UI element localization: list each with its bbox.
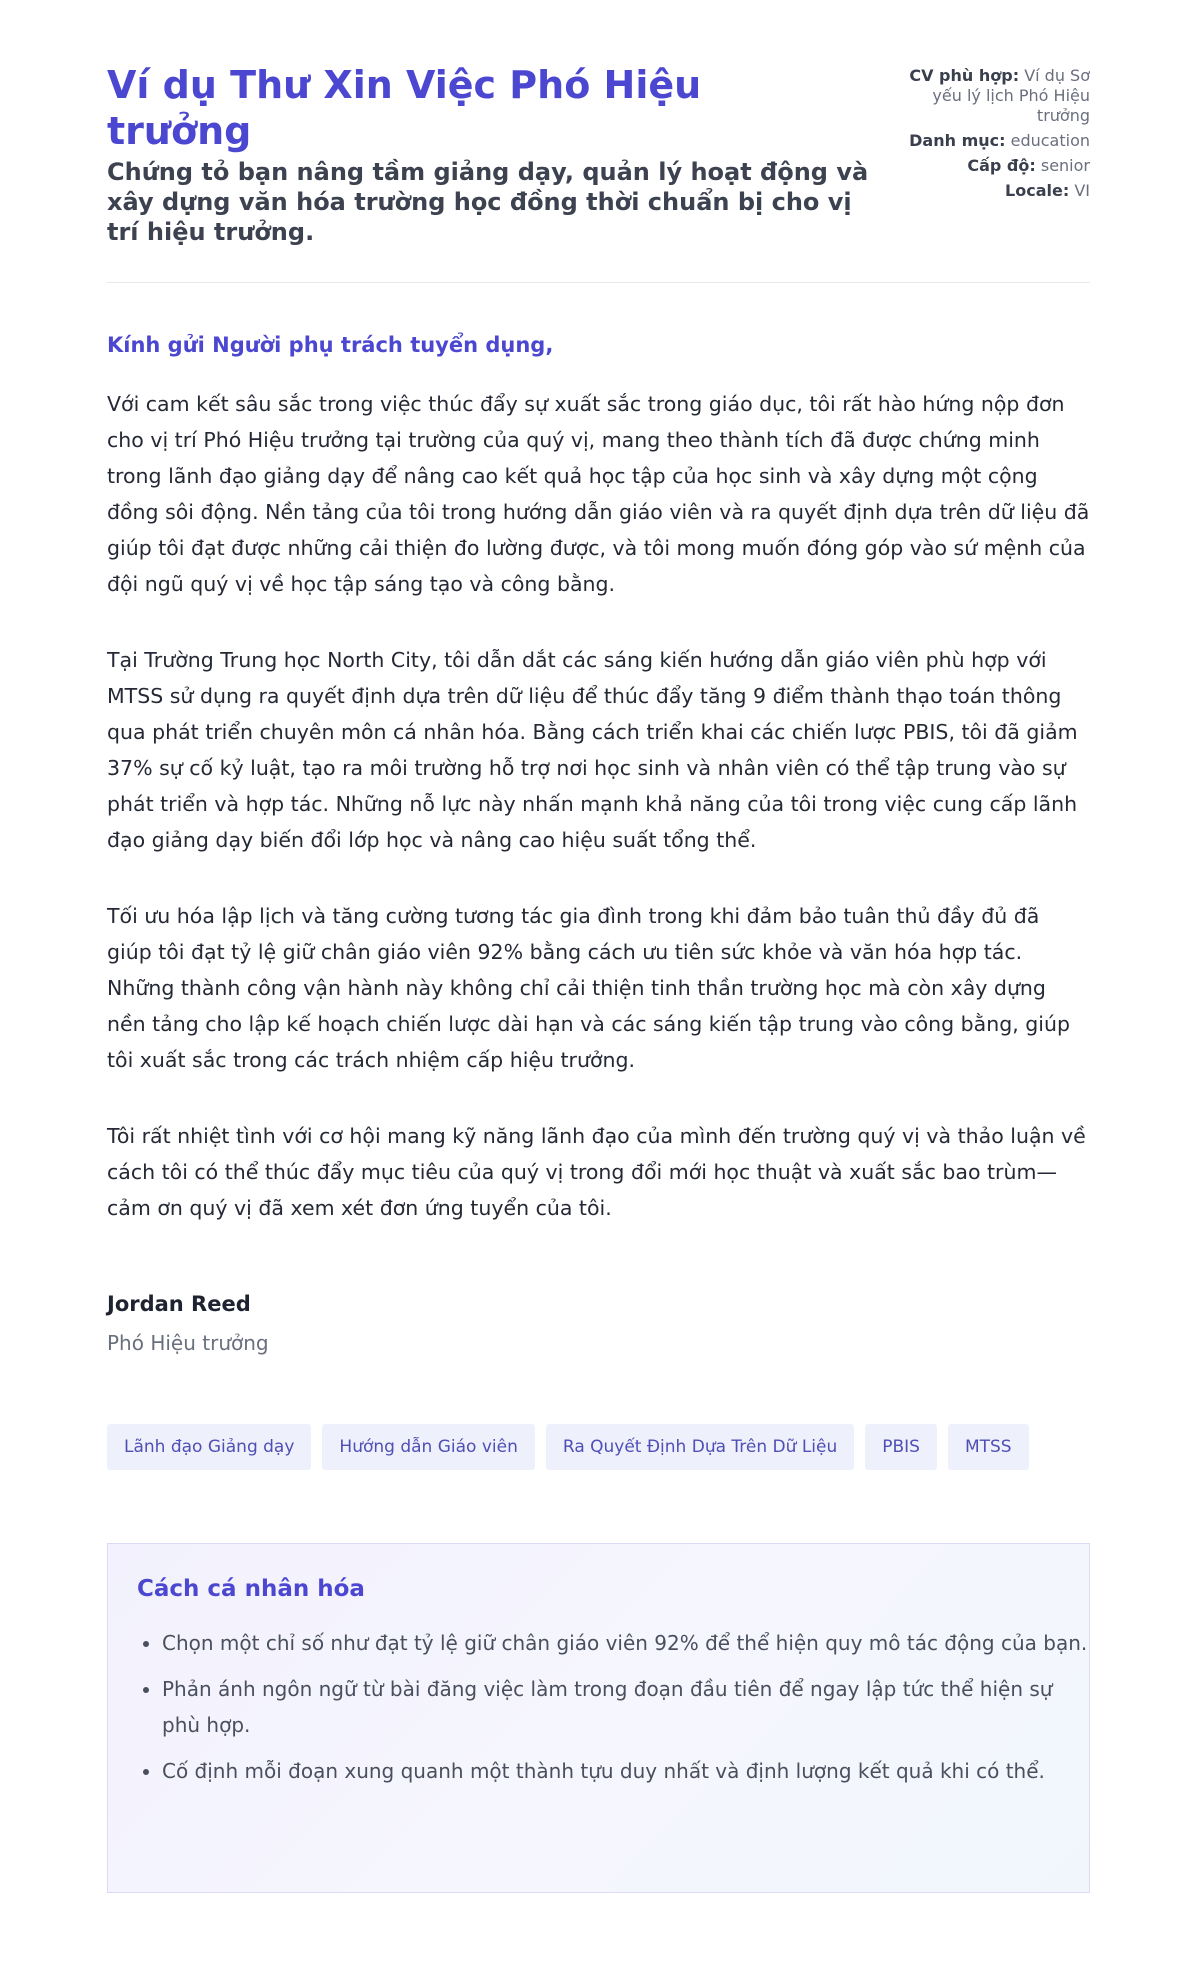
metadata-panel <box>890 66 1090 206</box>
signature-name: Jordan Reed <box>107 1292 251 1316</box>
tips-title: Cách cá nhân hóa <box>137 1576 365 1602</box>
letter-paragraph: Với cam kết sâu sắc trong việc thúc đẩy sự xuất sắc trong giáo dục, tôi rất hào hứng nộp đơn cho vị trí Phó Hiệu trưởng tại trường của quý vị, mang theo thành tích đã được chứng minh trong lãnh đạo giảng dạy để nâng cao kết quả học tập của học sinh và xây dựng một cộng đồng sôi động. Nền tảng của tôi trong hướng dẫn giáo viên và ra quyết định dựa trên dữ liệu đã giúp tôi đạt được những cải thiện đo lường được, và tôi mong muốn đóng góp vào sứ mệnh của đội ngũ quý vị về học tập sáng tạo và công bằng. <box>107 392 1090 596</box>
skill-tag: Ra Quyết Định Dựa Trên Dữ Liệu <box>546 1424 854 1470</box>
page-title: Ví dụ Thư Xin Việc Phó Hiệu trưởng <box>107 63 702 153</box>
letter-paragraph: Tại Trường Trung học North City, tôi dẫn dắt các sáng kiến hướng dẫn giáo viên phù hợp với MTSS sử dụng ra quyết định dựa trên dữ liệu để thúc đẩy tăng 9 điểm thành thạo toán thông qua phát triển chuyên môn cá nhân hóa. Bằng cách triển khai các chiến lược PBIS, tôi đã giảm 37% sự cố kỷ luật, tạo ra môi trường hỗ trợ nơi học sinh và nhân viên có thể tập trung vào sự phát triển và hợp tác. Những nỗ lực này nhấn mạnh khả năng của tôi trong việc cung cấp lãnh đạo giảng dạy biến đổi lớp học và nâng cao hiệu suất tổng thể. <box>107 648 1078 852</box>
tip-item: • Cố định mỗi đoạn xung quanh một thành tựu duy nhất và định lượng kết quả khi có thể. <box>162 1753 1092 1789</box>
meta-locale-label: Locale: <box>1005 181 1070 200</box>
meta-cv-value: Ví dụ Sơ yếu lý lịch Phó Hiệu trưởng <box>932 66 1090 125</box>
meta-cv-label: CV phù hợp: <box>909 66 1020 85</box>
meta-level <box>890 156 1090 176</box>
meta-cv <box>890 66 1090 126</box>
signature-title: Phó Hiệu trưởng <box>107 1331 269 1355</box>
signature-block <box>107 1289 269 1357</box>
page-subtitle: Chứng tỏ bạn nâng tầm giảng dạy, quản lý hoạt động và xây dựng văn hóa trường học đồng thời chuẩn bị cho vị trí hiệu trưởng. <box>107 158 869 246</box>
letter-paragraph: Tối ưu hóa lập lịch và tăng cường tương tác gia đình trong khi đảm bảo tuân thủ đầy đủ đã giúp tôi đạt tỷ lệ giữ chân giáo viên 92% bằng cách ưu tiên sức khỏe và văn hóa hợp tác. Những thành công vận hành này không chỉ cải thiện tinh thần trường học mà còn xây dựng nền tảng cho lập kế hoạch chiến lược dài hạn và các sáng kiến tập trung vào công bằng, giúp tôi xuất sắc trong các trách nhiệm cấp hiệu trưởng. <box>107 904 1070 1072</box>
skill-tag: Hướng dẫn Giáo viên <box>322 1424 534 1470</box>
tip-item: • Chọn một chỉ số như đạt tỷ lệ giữ chân giáo viên 92% để thể hiện quy mô tác động của bạn. <box>162 1625 1092 1661</box>
meta-locale-value: VI <box>1074 181 1090 200</box>
tips-list <box>137 1625 1092 1799</box>
skill-tag: Lãnh đạo Giảng dạy <box>107 1424 311 1470</box>
meta-locale <box>890 181 1090 201</box>
header-divider <box>107 282 1090 283</box>
page-header <box>107 62 1090 282</box>
skill-tag: PBIS <box>865 1424 937 1470</box>
personalization-tips-box <box>107 1543 1090 1893</box>
skill-tags <box>107 1424 1029 1470</box>
letter-paragraph: Tôi rất nhiệt tình với cơ hội mang kỹ năng lãnh đạo của mình đến trường quý vị và thảo luận về cách tôi có thể thúc đẩy mục tiêu của quý vị trong đổi mới học thuật và xuất sắc bao trùm—cảm ơn quý vị đã xem xét đơn ứng tuyển của tôi. <box>107 1124 1086 1220</box>
meta-category-label: Danh mục: <box>909 131 1006 150</box>
meta-category <box>890 131 1090 151</box>
meta-level-label: Cấp độ: <box>967 156 1036 175</box>
letter-body <box>107 386 1090 1266</box>
letter-salutation: Kính gửi Người phụ trách tuyển dụng, <box>107 333 554 357</box>
meta-level-value: senior <box>1040 156 1090 175</box>
meta-category-value: education <box>1010 131 1090 150</box>
skill-tag: MTSS <box>948 1424 1029 1470</box>
tip-item: • Phản ánh ngôn ngữ từ bài đăng việc làm trong đoạn đầu tiên để ngay lập tức thể hiện sự phù hợp. <box>162 1671 1092 1743</box>
